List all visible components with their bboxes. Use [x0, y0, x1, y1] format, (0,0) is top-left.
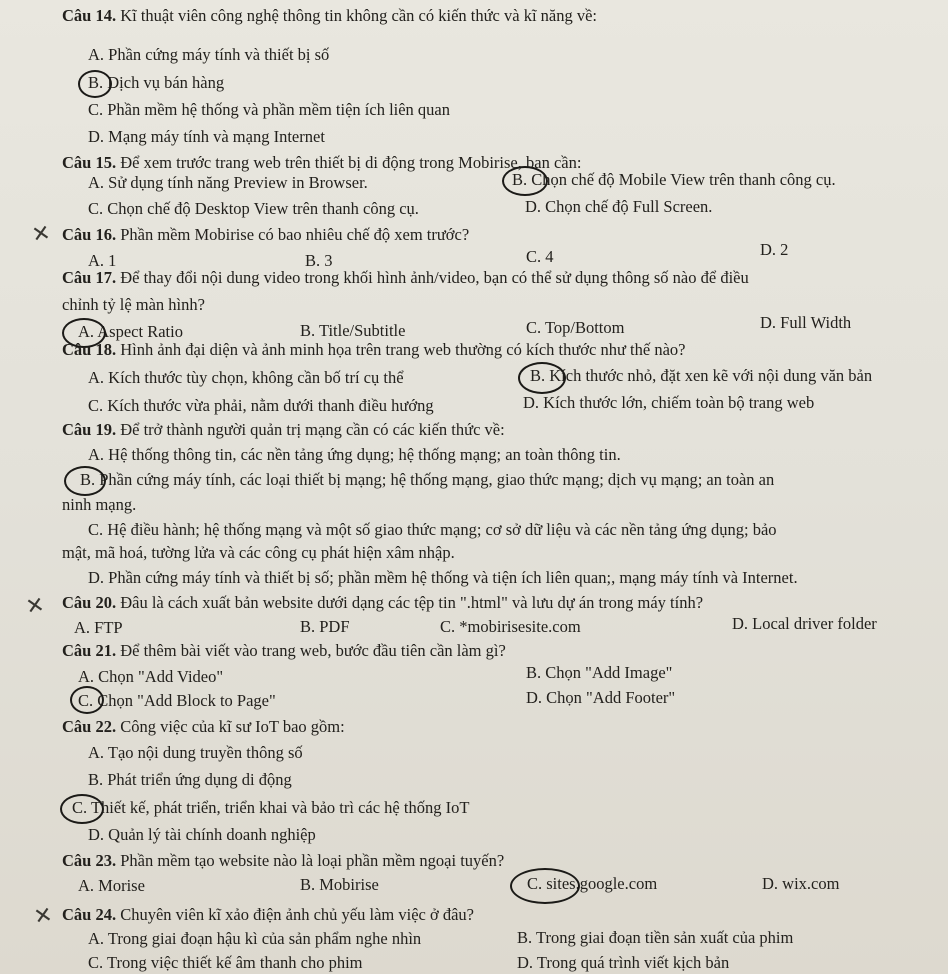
option-23d: D. wix.com	[762, 874, 840, 893]
question-stem: Để thay đổi nội dung video trong khối hình ảnh/video, bạn có thể sử dụng thông số nào để điều	[120, 268, 749, 287]
option-19c-cont: mật, mã hoá, tường lửa và các công cụ phát hiện xâm nhập.	[62, 543, 455, 562]
option-22d: D. Quản lý tài chính doanh nghiệp	[88, 825, 316, 844]
question-16	[62, 225, 469, 245]
option-23b: B. Mobirise	[300, 875, 379, 894]
question-stem: Đâu là cách xuất bản website dưới dạng các tệp tin ".html" và lưu dự án trong máy tính?	[120, 593, 704, 612]
question-stem: Để thêm bài viết vào trang web, bước đầu tiên cần làm gì?	[120, 641, 506, 660]
question-15	[62, 153, 581, 173]
option-23c: C. sites.google.com	[527, 874, 658, 893]
option-20c: C. *mobirisesite.com	[440, 617, 581, 636]
option-19b-cont: ninh mạng.	[62, 495, 137, 514]
question-17	[62, 268, 749, 288]
option-24b: B. Trong giai đoạn tiền sản xuất của phim	[517, 928, 794, 947]
option-18c: C. Kích thước vừa phải, nằm dưới thanh điều hướng	[88, 396, 434, 415]
option-21c: C. Chọn "Add Block to Page"	[78, 691, 276, 710]
question-stem: Phần mềm Mobirise có bao nhiêu chế độ xem trước?	[120, 225, 470, 244]
question-number: Câu 18.	[62, 340, 117, 359]
option-14b: B. Dịch vụ bán hàng	[88, 73, 225, 92]
option-21b: B. Chọn "Add Image"	[526, 663, 673, 682]
option-19a: A. Hệ thống thông tin, các nền tảng ứng dụng; hệ thống mạng; an toàn thông tin.	[88, 445, 621, 464]
option-15b: B. Chọn chế độ Mobile View trên thanh công cụ.	[512, 170, 836, 189]
option-14c: C. Phần mềm hệ thống và phần mềm tiện ích liên quan	[88, 100, 451, 119]
question-stem: Phần mềm tạo website nào là loại phần mềm ngoại tuyến?	[120, 851, 505, 870]
question-17-cont: chỉnh tỷ lệ màn hình?	[62, 295, 205, 314]
question-number: Câu 23.	[62, 851, 117, 870]
option-14a: A. Phần cứng máy tính và thiết bị số	[88, 45, 330, 64]
option-21d: D. Chọn "Add Footer"	[526, 688, 676, 707]
option-22a: A. Tạo nội dung truyền thông số	[88, 743, 303, 762]
question-number: Câu 21.	[62, 641, 117, 660]
option-19b: B. Phần cứng máy tính, các loại thiết bị mạng; hệ thống mạng, giao thức mạng; dịch vụ mạng; an toàn an	[80, 470, 775, 489]
option-16a: A. 1	[88, 251, 117, 270]
option-24d: D. Trong quá trình viết kịch bản	[517, 953, 730, 972]
question-20	[62, 593, 703, 613]
option-15c: C. Chọn chế độ Desktop View trên thanh công cụ.	[88, 199, 419, 218]
option-15d: D. Chọn chế độ Full Screen.	[525, 197, 713, 216]
question-14	[62, 6, 597, 26]
option-21a: A. Chọn "Add Video"	[78, 667, 224, 686]
question-stem: Hình ảnh đại diện và ảnh minh họa trên trang web thường có kích thước như thế nào?	[120, 340, 686, 359]
question-stem: Để xem trước trang web trên thiết bị di động trong Mobirise, bạn cần:	[120, 153, 582, 172]
question-number: Câu 15.	[62, 153, 117, 172]
option-17d: D. Full Width	[760, 313, 852, 332]
option-22c: C. Thiết kế, phát triển, triển khai và bảo trì các hệ thống IoT	[72, 798, 470, 817]
option-14d: D. Mạng máy tính và mạng Internet	[88, 127, 325, 146]
option-18b: B. Kích thước nhỏ, đặt xen kẽ với nội dung văn bản	[530, 366, 873, 385]
option-17c: C. Top/Bottom	[526, 318, 625, 337]
question-19	[62, 420, 505, 440]
question-stem: Kĩ thuật viên công nghệ thông tin không cần có kiến thức và kĩ năng về:	[120, 6, 598, 25]
question-number: Câu 14.	[62, 6, 117, 25]
question-number: Câu 16.	[62, 225, 117, 244]
option-16d: D. 2	[760, 240, 789, 259]
option-20d: D. Local driver folder	[732, 614, 877, 633]
pen-cross-mark: ✕	[23, 592, 47, 621]
question-stem: Chuyên viên kĩ xảo điện ảnh chủ yếu làm việc ở đâu?	[120, 905, 474, 924]
question-number: Câu 17.	[62, 268, 117, 287]
option-24a: A. Trong giai đoạn hậu kì của sản phẩm nghe nhìn	[88, 929, 422, 948]
question-22	[62, 717, 345, 737]
question-number: Câu 19.	[62, 420, 117, 439]
option-16c: C. 4	[526, 247, 554, 266]
option-15a: A. Sử dụng tính năng Preview in Browser.	[88, 173, 368, 192]
question-stem: Để trở thành người quản trị mạng cần có các kiến thức về:	[120, 420, 505, 439]
option-16b: B. 3	[305, 251, 333, 270]
option-23a: A. Morise	[78, 876, 145, 895]
option-19d: D. Phần cứng máy tính và thiết bị số; phần mềm hệ thống và tiện ích liên quan;, mạng máy tính và Internet.	[88, 568, 798, 587]
question-24	[62, 905, 474, 925]
question-stem: Công việc của kĩ sư IoT bao gồm:	[120, 717, 345, 736]
option-22b: B. Phát triển ứng dụng di động	[88, 770, 292, 789]
question-number: Câu 20.	[62, 593, 117, 612]
question-number: Câu 24.	[62, 905, 117, 924]
option-17b: B. Title/Subtitle	[300, 321, 406, 340]
pen-cross-mark: ✕	[29, 220, 53, 249]
question-18	[62, 340, 685, 360]
option-20b: B. PDF	[300, 617, 350, 636]
pen-cross-mark: ✕	[31, 902, 55, 931]
option-17a: A. Aspect Ratio	[78, 322, 183, 341]
option-20a: A. FTP	[74, 618, 123, 637]
question-21	[62, 641, 506, 661]
question-number: Câu 22.	[62, 717, 117, 736]
option-18d: D. Kích thước lớn, chiếm toàn bộ trang web	[523, 393, 815, 412]
option-19c: C. Hệ điều hành; hệ thống mạng và một số giao thức mạng; cơ sở dữ liệu và các nền tảng ứng dụng; bảo	[88, 520, 777, 539]
option-18a: A. Kích thước tùy chọn, không cần bố trí cụ thể	[88, 368, 404, 387]
question-23	[62, 851, 504, 871]
option-24c: C. Trong việc thiết kế âm thanh cho phim	[88, 953, 363, 972]
